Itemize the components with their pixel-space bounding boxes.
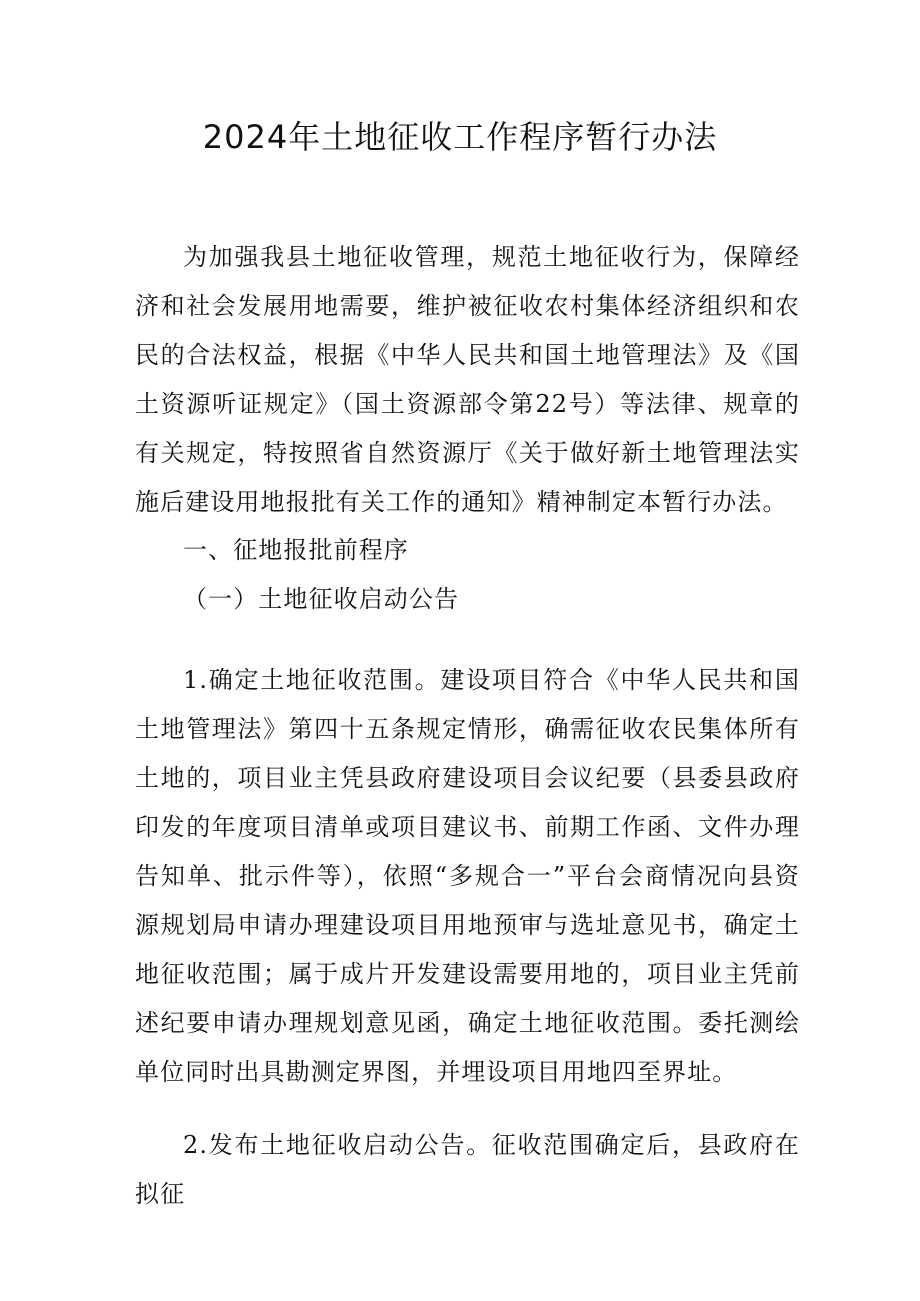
section-heading: 一、征地报批前程序: [183, 536, 409, 564]
item-paragraph-2: 2.发布土地征收启动公告。征收范围确定后，县政府在拟征: [135, 1131, 800, 1208]
item-paragraph-1: 1.确定土地征收范围。建设项目符合《中华人民共和国土地管理法》第四十五条规定情形，确需征收农民集体所有土地的，项目业主凭县政府建设项目会议纪要（县委县政府印发的年度项目清单或项目建议书、前期工作函、文件办理告知单、批示件等），依照“多规合一”平台会商情况向县资源规划局申请办理建设项目用地预审与选址意见书，确定土地征收范围；属于成片开发建设需要用地的，项目业主凭前述纪要申请办理规划意见函，确定土地征收范围。委托测绘单位同时出具勘测定界图，并埋设项目用地四至界址。: [135, 666, 800, 1086]
document-title: 2024年土地征收工作程序暂行办法: [202, 118, 718, 156]
intro-paragraph: 为加强我县土地征收管理，规范土地征收行为，保障经济和社会发展用地需要，维护被征收农村集体经济组织和农民的合法权益，根据《中华人民共和国土地管理法》及《国土资源听证规定》（国土资源部令第22号）等法律、规章的有关规定，特按照省自然资源厅《关于做好新土地管理法实施后建设用地报批有关工作的通知》精神制定本暂行办法。: [135, 243, 800, 516]
subsection-heading: （一）土地征收启动公告: [183, 585, 460, 613]
